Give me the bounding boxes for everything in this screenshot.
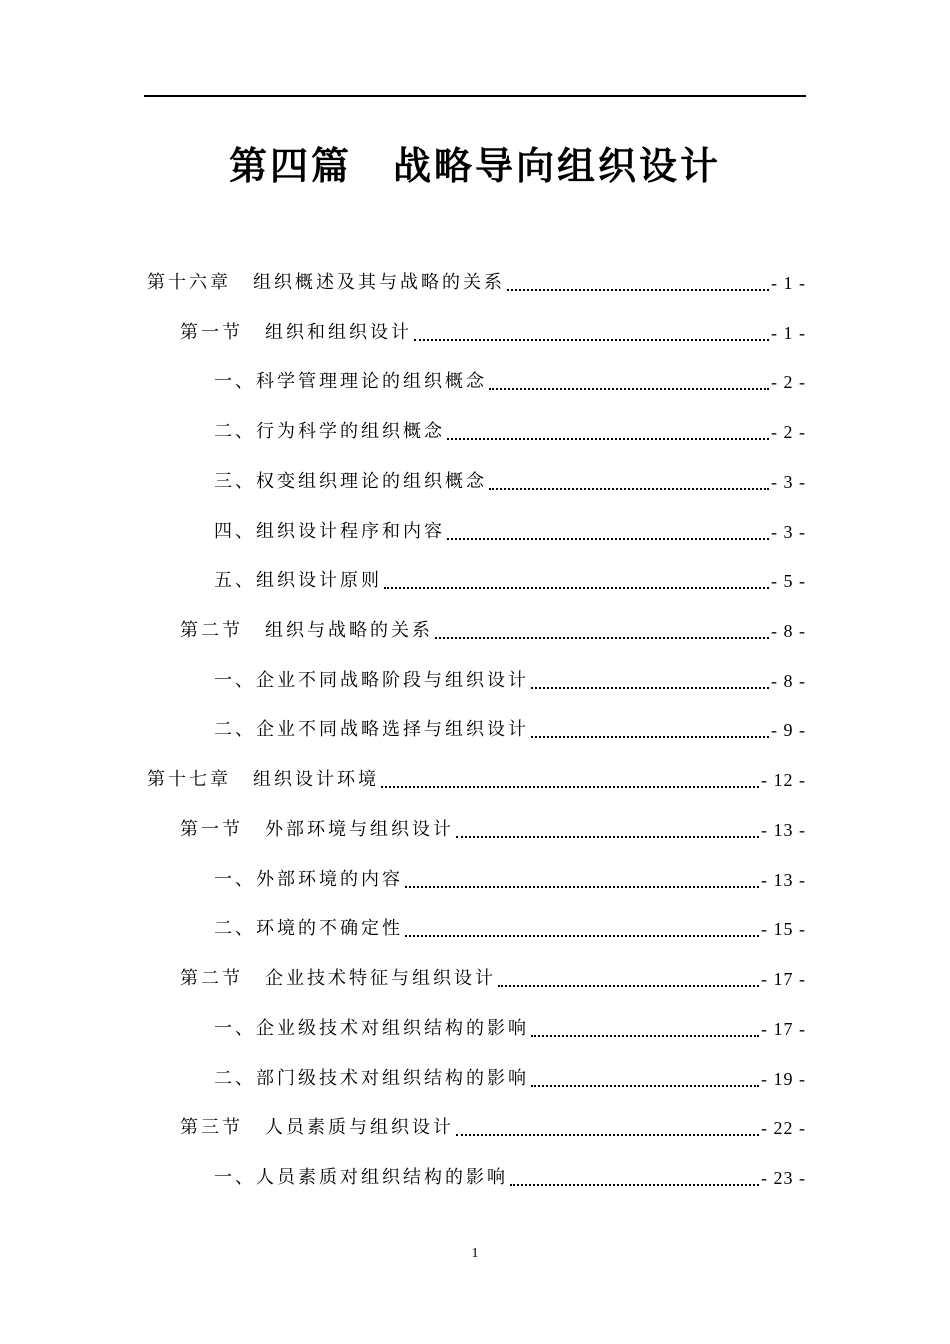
- toc-entry-item[interactable]: [214, 1059, 806, 1099]
- toc-dot-leader: [456, 835, 759, 838]
- toc-entry-number: 四、: [214, 521, 256, 542]
- toc-entry-item[interactable]: [214, 412, 806, 452]
- toc-entry-section[interactable]: [180, 313, 806, 353]
- toc-entry-title: 环境的不确定性: [256, 918, 403, 939]
- toc-entry-page: - 2 -: [771, 422, 806, 442]
- toc-entry-page: - 12 -: [761, 770, 806, 790]
- toc-entry-title: 组织设计原则: [256, 570, 382, 591]
- toc-dot-leader: [531, 1084, 759, 1087]
- toc-dot-leader: [531, 735, 769, 738]
- toc-entry-title: 组织设计环境: [253, 769, 379, 790]
- document-title: 第四篇 战略导向组织设计: [228, 143, 721, 188]
- toc-entry-item[interactable]: [214, 860, 806, 900]
- toc-entry-title: 行为科学的组织概念: [256, 421, 445, 442]
- toc-entry-chapter-16[interactable]: [147, 263, 806, 303]
- toc-entry-item[interactable]: [214, 561, 806, 601]
- toc-dot-leader: [405, 885, 759, 888]
- toc-dot-leader: [531, 1034, 759, 1037]
- toc-entry-page: - 23 -: [761, 1168, 806, 1188]
- toc-dot-leader: [447, 437, 769, 440]
- toc-entry-title: 企业不同战略选择与组织设计: [256, 719, 529, 740]
- toc-entry-page: - 1 -: [771, 273, 806, 293]
- toc-entry-number: 第三节: [180, 1117, 243, 1138]
- toc-entry-page: - 19 -: [761, 1069, 806, 1089]
- toc-entry-page: - 2 -: [771, 372, 806, 392]
- toc-entry-chapter-17[interactable]: [147, 760, 806, 800]
- toc-entry-item[interactable]: [214, 1158, 806, 1198]
- toc-entry-page: - 15 -: [761, 919, 806, 939]
- toc-entry-page: - 13 -: [761, 820, 806, 840]
- toc-entry-number: 三、: [214, 471, 256, 492]
- toc-entry-number: 第二节: [180, 968, 243, 989]
- toc-dot-leader: [510, 1183, 759, 1186]
- toc-entry-number: 第十七章: [147, 769, 231, 790]
- toc-dot-leader: [381, 785, 759, 788]
- toc-entry-number: 第一节: [180, 322, 243, 343]
- toc-dot-leader: [414, 338, 769, 341]
- toc-dot-leader: [447, 537, 769, 540]
- toc-entry-title: 组织设计程序和内容: [256, 521, 445, 542]
- toc-entry-item[interactable]: [214, 512, 806, 552]
- toc-entry-number: 二、: [214, 918, 256, 939]
- toc-entry-number: 二、: [214, 421, 256, 442]
- toc-entry-number: 一、: [214, 869, 256, 890]
- toc-entry-page: - 5 -: [771, 571, 806, 591]
- header-rule: [144, 95, 806, 97]
- toc-entry-title: 部门级技术对组织结构的影响: [256, 1068, 529, 1089]
- toc-entry-number: 第二节: [180, 620, 243, 641]
- toc-entry-title: 外部环境的内容: [256, 869, 403, 890]
- toc-entry-title: 权变组织理论的组织概念: [256, 471, 487, 492]
- toc-entry-number: 一、: [214, 1167, 256, 1188]
- toc-entry-number: 五、: [214, 570, 256, 591]
- toc-entry-page: - 13 -: [761, 870, 806, 890]
- toc-entry-item[interactable]: [214, 909, 806, 949]
- toc-entry-number: 第十六章: [147, 272, 231, 293]
- toc-dot-leader: [405, 934, 759, 937]
- toc-entry-item[interactable]: [214, 710, 806, 750]
- toc-dot-leader: [507, 288, 769, 291]
- toc-entry-page: - 3 -: [771, 472, 806, 492]
- toc-entry-title: 外部环境与组织设计: [265, 819, 454, 840]
- toc-entry-number: 一、: [214, 371, 256, 392]
- toc-entry-title: 组织概述及其与战略的关系: [253, 272, 505, 293]
- toc-dot-leader: [498, 984, 759, 987]
- toc-dot-leader: [489, 387, 769, 390]
- toc-entry-number: 一、: [214, 1018, 256, 1039]
- toc-entry-title: 科学管理理论的组织概念: [256, 371, 487, 392]
- toc-entry-title: 企业不同战略阶段与组织设计: [256, 670, 529, 691]
- toc-dot-leader: [531, 686, 769, 689]
- toc-entry-title: 企业级技术对组织结构的影响: [256, 1018, 529, 1039]
- toc-dot-leader: [384, 586, 769, 589]
- page-number: 1: [471, 1246, 479, 1261]
- toc-entry-title: 人员素质对组织结构的影响: [256, 1167, 508, 1188]
- toc-entry-title: 组织与战略的关系: [265, 620, 433, 641]
- toc-entry-item[interactable]: [214, 661, 806, 701]
- toc-entry-page: - 8 -: [771, 671, 806, 691]
- toc-entry-section[interactable]: [180, 611, 806, 651]
- toc-entry-page: - 9 -: [771, 720, 806, 740]
- toc-entry-number: 二、: [214, 1068, 256, 1089]
- toc-dot-leader: [435, 636, 769, 639]
- toc-entry-item[interactable]: [214, 1009, 806, 1049]
- toc-entry-title: 人员素质与组织设计: [265, 1117, 454, 1138]
- toc-entry-page: - 1 -: [771, 323, 806, 343]
- toc-entry-page: - 22 -: [761, 1118, 806, 1138]
- toc-entry-item[interactable]: [214, 362, 806, 402]
- toc-entry-section[interactable]: [180, 959, 806, 999]
- toc-entry-number: 二、: [214, 719, 256, 740]
- toc-entry-page: - 17 -: [761, 1019, 806, 1039]
- toc-entry-item[interactable]: [214, 462, 806, 502]
- toc-entry-title: 组织和组织设计: [265, 322, 412, 343]
- toc-entry-section[interactable]: [180, 810, 806, 850]
- toc-entry-page: - 3 -: [771, 522, 806, 542]
- toc-entry-title: 企业技术特征与组织设计: [265, 968, 496, 989]
- toc-entry-number: 一、: [214, 670, 256, 691]
- toc-entry-page: - 8 -: [771, 621, 806, 641]
- toc-entry-section[interactable]: [180, 1108, 806, 1148]
- toc-dot-leader: [489, 487, 769, 490]
- toc-dot-leader: [456, 1133, 759, 1136]
- toc-entry-number: 第一节: [180, 819, 243, 840]
- toc-entry-page: - 17 -: [761, 969, 806, 989]
